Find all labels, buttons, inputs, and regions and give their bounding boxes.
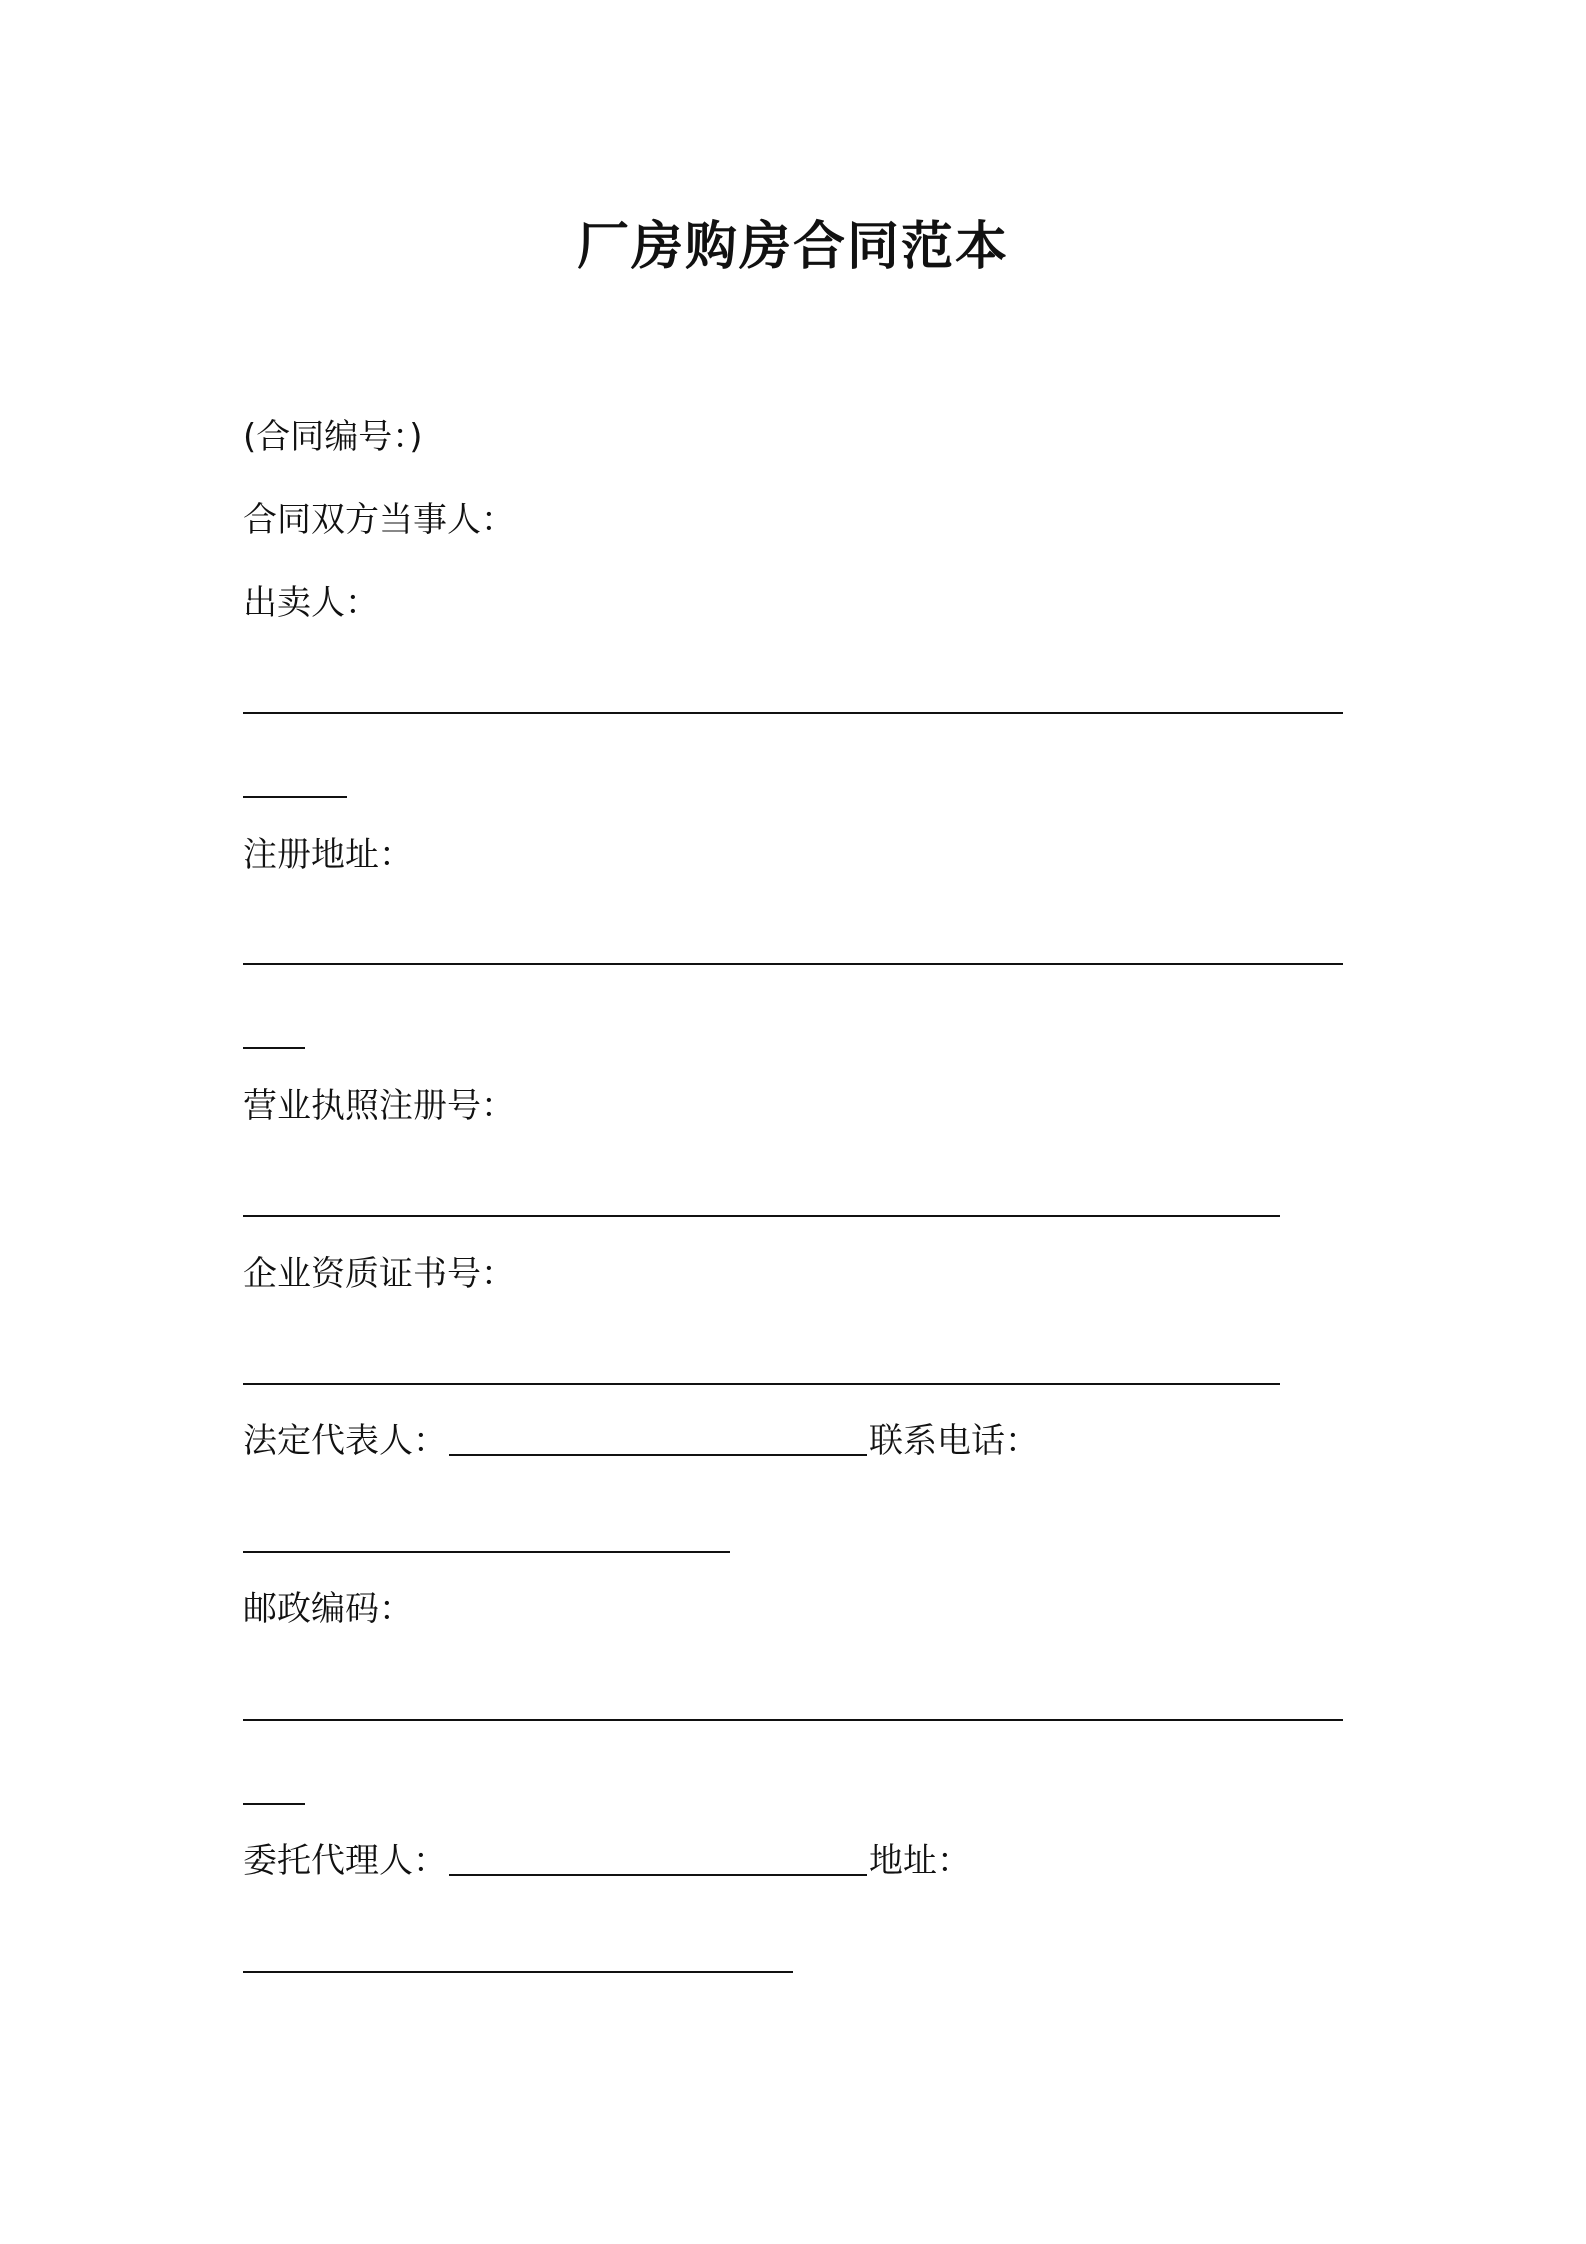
legal-rep-label: 法定代表人：	[243, 1421, 447, 1461]
qualification-cert-label: 企业资质证书号：	[243, 1254, 515, 1294]
seller-label: 出卖人：	[243, 583, 379, 623]
agent-blank-line	[449, 1874, 867, 1876]
registered-address-blank-line	[243, 963, 1343, 965]
business-license-label: 营业执照注册号：	[243, 1086, 515, 1126]
phone-blank-line	[243, 1551, 730, 1553]
document-title: 厂房购房合同范本	[576, 217, 1009, 277]
parties-label: 合同双方当事人：	[243, 500, 515, 540]
postcode-blank-line	[243, 1719, 1343, 1721]
registered-address-label: 注册地址：	[243, 835, 413, 875]
business-license-blank-line	[243, 1215, 1280, 1217]
seller-blank-line-continued	[243, 796, 347, 798]
address-blank-line	[243, 1971, 793, 1973]
registered-address-blank-line-continued	[243, 1047, 305, 1049]
address-label: 地址：	[869, 1841, 971, 1881]
legal-rep-row	[243, 1418, 1039, 1464]
agent-label: 委托代理人：	[243, 1841, 447, 1881]
phone-label: 联系电话：	[869, 1421, 1039, 1461]
seller-blank-line	[243, 712, 1343, 714]
postcode-label: 邮政编码：	[243, 1589, 413, 1629]
legal-rep-blank-line	[449, 1454, 867, 1456]
qualification-cert-blank-line	[243, 1383, 1280, 1385]
agent-row	[243, 1838, 971, 1884]
postcode-blank-line-continued	[243, 1803, 305, 1805]
contract-number-label: (合同编号：)	[243, 417, 423, 457]
